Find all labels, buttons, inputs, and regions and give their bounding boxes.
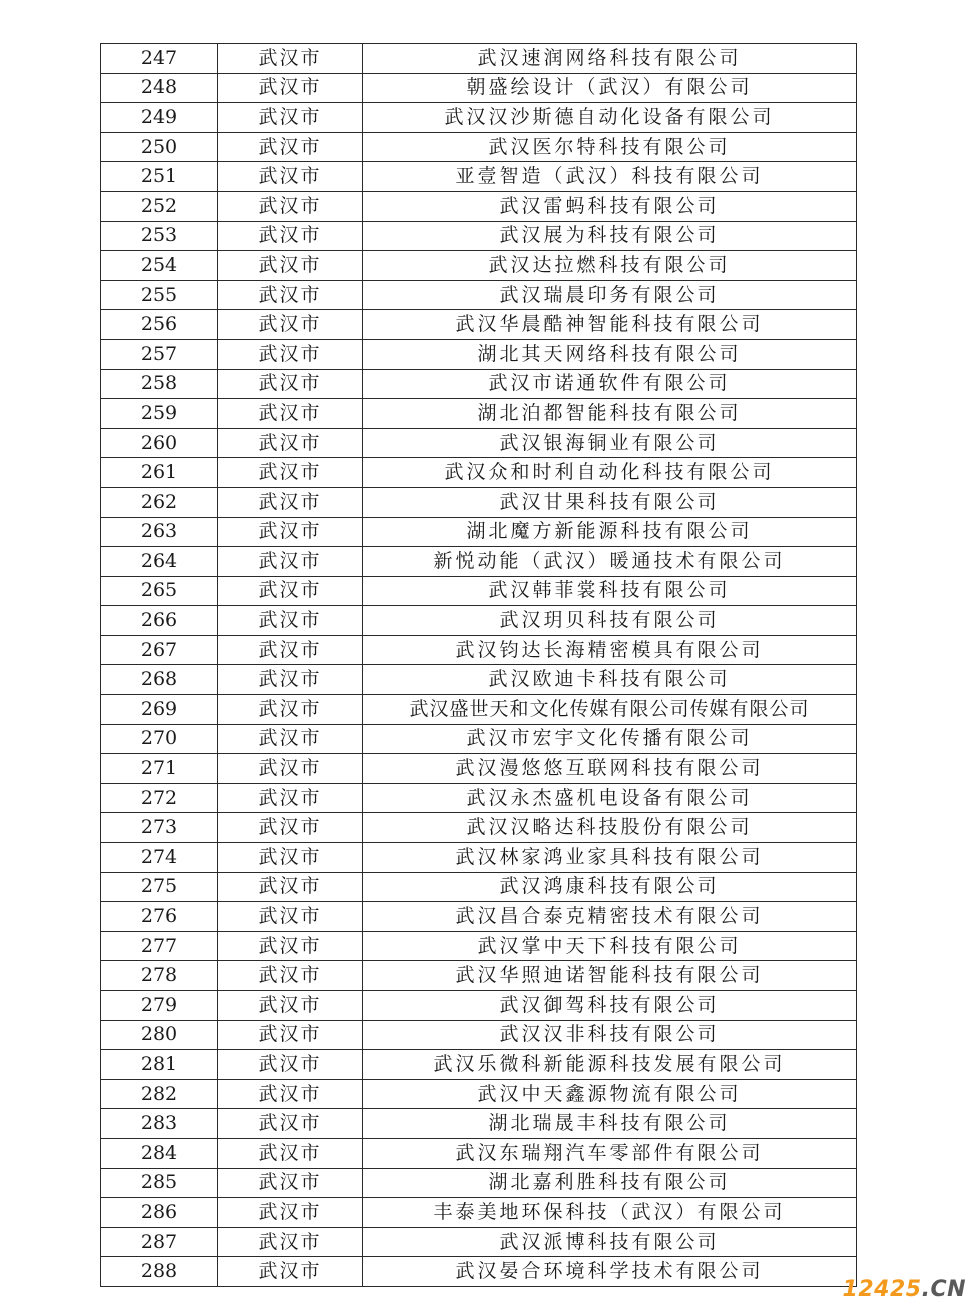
city-cell: 武汉市 — [218, 665, 363, 695]
city-cell: 武汉市 — [218, 606, 363, 636]
table-row — [101, 813, 857, 843]
company-name-cell: 武汉鸿康科技有限公司 — [363, 872, 857, 902]
table-row — [101, 103, 857, 133]
city-cell: 武汉市 — [218, 902, 363, 932]
row-number-cell: 273 — [101, 813, 218, 843]
row-number-cell: 249 — [101, 103, 218, 133]
row-number-cell: 255 — [101, 280, 218, 310]
table-row — [101, 428, 857, 458]
company-list-table — [100, 43, 857, 1287]
company-name-cell: 武汉汉非科技有限公司 — [363, 1020, 857, 1050]
city-cell: 武汉市 — [218, 517, 363, 547]
row-number-cell: 252 — [101, 191, 218, 221]
company-name-cell: 武汉汉略达科技股份有限公司 — [363, 813, 857, 843]
company-name-cell: 武汉雷蚂科技有限公司 — [363, 191, 857, 221]
city-cell: 武汉市 — [218, 487, 363, 517]
table-row — [101, 1168, 857, 1198]
city-cell: 武汉市 — [218, 843, 363, 873]
table-row — [101, 576, 857, 606]
city-cell: 武汉市 — [218, 162, 363, 192]
table-row — [101, 310, 857, 340]
table-row — [101, 458, 857, 488]
city-cell: 武汉市 — [218, 310, 363, 340]
row-number-cell: 269 — [101, 695, 218, 725]
row-number-cell: 259 — [101, 399, 218, 429]
row-number-cell: 262 — [101, 487, 218, 517]
row-number-cell: 276 — [101, 902, 218, 932]
site-watermark — [843, 1277, 966, 1302]
city-cell: 武汉市 — [218, 369, 363, 399]
row-number-cell: 288 — [101, 1257, 218, 1287]
company-name-cell: 武汉昌合泰克精密技术有限公司 — [363, 902, 857, 932]
table-row — [101, 547, 857, 577]
row-number-cell: 284 — [101, 1138, 218, 1168]
company-name-cell: 武汉韩菲裳科技有限公司 — [363, 576, 857, 606]
table-row — [101, 369, 857, 399]
table-row — [101, 162, 857, 192]
row-number-cell: 287 — [101, 1227, 218, 1257]
city-cell: 武汉市 — [218, 428, 363, 458]
company-name-cell: 湖北嘉利胜科技有限公司 — [363, 1168, 857, 1198]
row-number-cell: 247 — [101, 44, 218, 74]
company-name-cell: 亚壹智造（武汉）科技有限公司 — [363, 162, 857, 192]
row-number-cell: 263 — [101, 517, 218, 547]
row-number-cell: 248 — [101, 73, 218, 103]
table-row — [101, 991, 857, 1021]
company-name-cell: 武汉医尔特科技有限公司 — [363, 132, 857, 162]
table-row — [101, 931, 857, 961]
table-row — [101, 606, 857, 636]
table-row — [101, 251, 857, 281]
row-number-cell: 267 — [101, 635, 218, 665]
row-number-cell: 268 — [101, 665, 218, 695]
city-cell: 武汉市 — [218, 1168, 363, 1198]
table-row — [101, 695, 857, 725]
row-number-cell: 270 — [101, 724, 218, 754]
city-cell: 武汉市 — [218, 1138, 363, 1168]
company-name-cell: 武汉派博科技有限公司 — [363, 1227, 857, 1257]
company-name-cell: 湖北泊都智能科技有限公司 — [363, 399, 857, 429]
table-row — [101, 191, 857, 221]
company-name-cell: 武汉林家鸿业家具科技有限公司 — [363, 843, 857, 873]
city-cell: 武汉市 — [218, 991, 363, 1021]
row-number-cell: 271 — [101, 754, 218, 784]
city-cell: 武汉市 — [218, 458, 363, 488]
company-name-cell: 武汉玥贝科技有限公司 — [363, 606, 857, 636]
table-row — [101, 724, 857, 754]
company-name-cell: 武汉达拉燃科技有限公司 — [363, 251, 857, 281]
table-row — [101, 44, 857, 74]
row-number-cell: 251 — [101, 162, 218, 192]
company-name-cell: 武汉华照迪诺智能科技有限公司 — [363, 961, 857, 991]
table-row — [101, 1109, 857, 1139]
company-name-cell: 武汉晏合环境科学技术有限公司 — [363, 1257, 857, 1287]
table-row — [101, 1138, 857, 1168]
city-cell: 武汉市 — [218, 251, 363, 281]
city-cell: 武汉市 — [218, 931, 363, 961]
company-name-cell: 武汉掌中天下科技有限公司 — [363, 931, 857, 961]
city-cell: 武汉市 — [218, 44, 363, 74]
table-row — [101, 665, 857, 695]
watermark-digits: 12425 — [842, 1277, 922, 1302]
table-row — [101, 1050, 857, 1080]
company-name-cell: 武汉速润网络科技有限公司 — [363, 44, 857, 74]
city-cell: 武汉市 — [218, 73, 363, 103]
company-name-cell: 武汉御驾科技有限公司 — [363, 991, 857, 1021]
city-cell: 武汉市 — [218, 813, 363, 843]
table-row — [101, 754, 857, 784]
city-cell: 武汉市 — [218, 961, 363, 991]
company-name-cell: 武汉漫悠悠互联网科技有限公司 — [363, 754, 857, 784]
company-name-cell: 武汉中天鑫源物流有限公司 — [363, 1079, 857, 1109]
city-cell: 武汉市 — [218, 1109, 363, 1139]
city-cell: 武汉市 — [218, 1079, 363, 1109]
table-row — [101, 132, 857, 162]
row-number-cell: 256 — [101, 310, 218, 340]
row-number-cell: 283 — [101, 1109, 218, 1139]
table-row — [101, 1079, 857, 1109]
row-number-cell: 250 — [101, 132, 218, 162]
city-cell: 武汉市 — [218, 1257, 363, 1287]
company-name-cell: 武汉市诺通软件有限公司 — [363, 369, 857, 399]
table-row — [101, 1198, 857, 1228]
city-cell: 武汉市 — [218, 1020, 363, 1050]
city-cell: 武汉市 — [218, 132, 363, 162]
company-name-cell: 武汉盛世天和文化传媒有限公司传媒有限公司 — [363, 695, 857, 725]
company-name-cell: 湖北瑞晟丰科技有限公司 — [363, 1109, 857, 1139]
row-number-cell: 258 — [101, 369, 218, 399]
table-row — [101, 339, 857, 369]
company-name-cell: 武汉市宏宇文化传播有限公司 — [363, 724, 857, 754]
table-row — [101, 517, 857, 547]
city-cell: 武汉市 — [218, 635, 363, 665]
row-number-cell: 254 — [101, 251, 218, 281]
company-name-cell: 丰泰美地环保科技（武汉）有限公司 — [363, 1198, 857, 1228]
row-number-cell: 279 — [101, 991, 218, 1021]
company-name-cell: 武汉银海铜业有限公司 — [363, 428, 857, 458]
table-row — [101, 1020, 857, 1050]
city-cell: 武汉市 — [218, 399, 363, 429]
row-number-cell: 280 — [101, 1020, 218, 1050]
table-row — [101, 1257, 857, 1287]
row-number-cell: 275 — [101, 872, 218, 902]
row-number-cell: 272 — [101, 783, 218, 813]
row-number-cell: 282 — [101, 1079, 218, 1109]
table-row — [101, 872, 857, 902]
watermark-suffix: CN — [930, 1277, 966, 1302]
company-name-cell: 湖北魔方新能源科技有限公司 — [363, 517, 857, 547]
company-name-cell: 武汉永杰盛机电设备有限公司 — [363, 783, 857, 813]
row-number-cell: 253 — [101, 221, 218, 251]
row-number-cell: 264 — [101, 547, 218, 577]
city-cell: 武汉市 — [218, 724, 363, 754]
city-cell: 武汉市 — [218, 339, 363, 369]
city-cell: 武汉市 — [218, 547, 363, 577]
company-name-cell: 武汉汉沙斯德自动化设备有限公司 — [363, 103, 857, 133]
company-name-cell: 朝盛绘设计（武汉）有限公司 — [363, 73, 857, 103]
row-number-cell: 257 — [101, 339, 218, 369]
table-row — [101, 221, 857, 251]
row-number-cell: 260 — [101, 428, 218, 458]
city-cell: 武汉市 — [218, 783, 363, 813]
company-name-cell: 新悦动能（武汉）暖通技术有限公司 — [363, 547, 857, 577]
company-name-cell: 武汉众和时利自动化科技有限公司 — [363, 458, 857, 488]
company-name-cell: 武汉钧达长海精密模具有限公司 — [363, 635, 857, 665]
city-cell: 武汉市 — [218, 280, 363, 310]
company-name-cell: 湖北其天网络科技有限公司 — [363, 339, 857, 369]
company-name-cell: 武汉乐微科新能源科技发展有限公司 — [363, 1050, 857, 1080]
table-row — [101, 73, 857, 103]
table-row — [101, 902, 857, 932]
row-number-cell: 261 — [101, 458, 218, 488]
city-cell: 武汉市 — [218, 221, 363, 251]
city-cell: 武汉市 — [218, 103, 363, 133]
company-name-cell: 武汉展为科技有限公司 — [363, 221, 857, 251]
row-number-cell: 274 — [101, 843, 218, 873]
company-name-cell: 武汉东瑞翔汽车零部件有限公司 — [363, 1138, 857, 1168]
row-number-cell: 265 — [101, 576, 218, 606]
table-row — [101, 487, 857, 517]
company-name-cell: 武汉欧迪卡科技有限公司 — [363, 665, 857, 695]
table-row — [101, 399, 857, 429]
city-cell: 武汉市 — [218, 695, 363, 725]
table-body — [101, 44, 857, 1287]
table-row — [101, 280, 857, 310]
table-row — [101, 843, 857, 873]
row-number-cell: 277 — [101, 931, 218, 961]
table-row — [101, 961, 857, 991]
row-number-cell: 285 — [101, 1168, 218, 1198]
city-cell: 武汉市 — [218, 872, 363, 902]
city-cell: 武汉市 — [218, 576, 363, 606]
city-cell: 武汉市 — [218, 1227, 363, 1257]
city-cell: 武汉市 — [218, 754, 363, 784]
row-number-cell: 278 — [101, 961, 218, 991]
company-name-cell: 武汉华晨酷神智能科技有限公司 — [363, 310, 857, 340]
city-cell: 武汉市 — [218, 1198, 363, 1228]
table-row — [101, 635, 857, 665]
company-name-cell: 武汉瑞晨印务有限公司 — [363, 280, 857, 310]
company-name-cell: 武汉甘果科技有限公司 — [363, 487, 857, 517]
table-row — [101, 783, 857, 813]
table-row — [101, 1227, 857, 1257]
row-number-cell: 266 — [101, 606, 218, 636]
city-cell: 武汉市 — [218, 191, 363, 221]
city-cell: 武汉市 — [218, 1050, 363, 1080]
row-number-cell: 286 — [101, 1198, 218, 1228]
row-number-cell: 281 — [101, 1050, 218, 1080]
watermark-dot: . — [921, 1277, 931, 1302]
